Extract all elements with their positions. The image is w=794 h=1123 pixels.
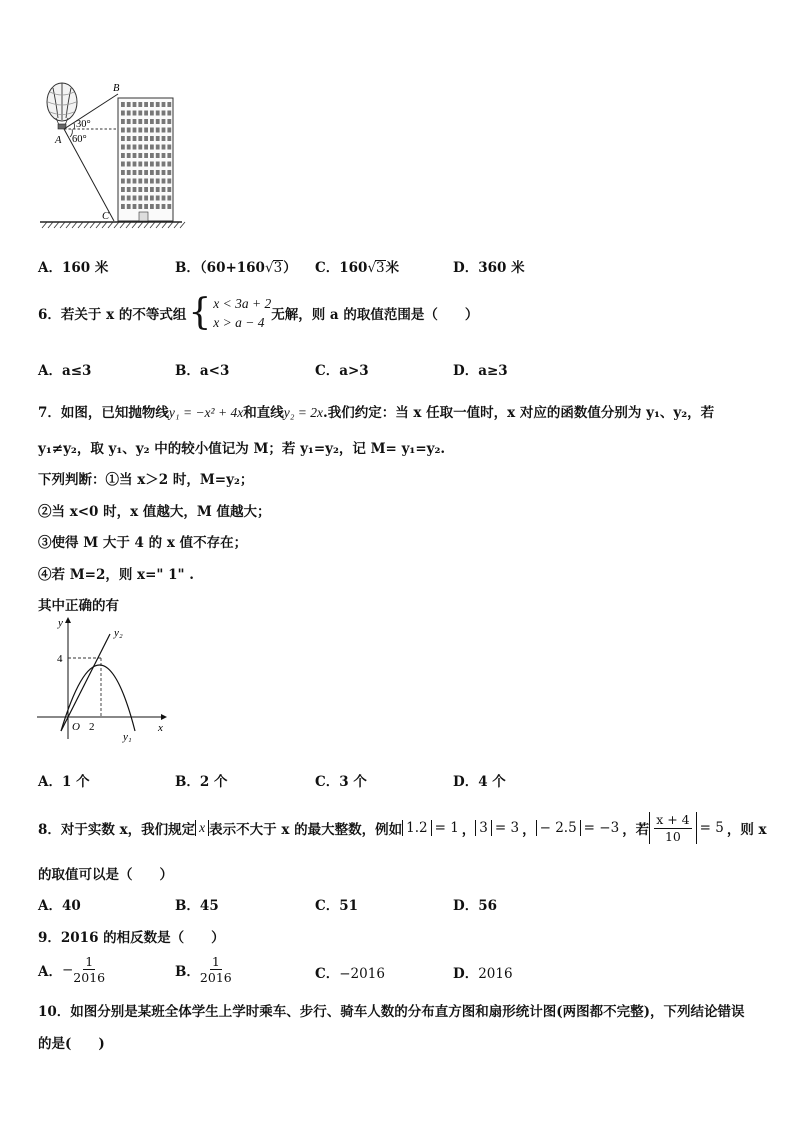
x-axis-label: x xyxy=(158,722,163,734)
inequality-2: x > a − 4 xyxy=(213,315,265,330)
option-letter: C． xyxy=(315,363,340,379)
option-pre: （60+160 xyxy=(199,260,265,276)
option-letter: D． xyxy=(453,966,479,982)
option-letter: B． xyxy=(175,898,200,914)
building-window xyxy=(127,162,131,167)
building-window xyxy=(138,111,142,116)
option-letter: C． xyxy=(315,898,340,914)
ground-hatch xyxy=(78,222,83,228)
option-letter: A． xyxy=(38,774,62,790)
building-window xyxy=(156,111,160,116)
ground-hatch xyxy=(162,222,167,228)
building-window xyxy=(133,162,137,167)
building-window xyxy=(156,128,160,133)
building-window xyxy=(150,128,154,133)
building-window xyxy=(150,204,154,209)
y1-formula: y₁ = −x² + 4x xyxy=(168,405,244,420)
option-value: 45 xyxy=(199,898,219,914)
option-value: 40 xyxy=(61,898,81,914)
example-1-bracket: 1.2 xyxy=(402,820,431,836)
q7-statement-4: ④若 M=2，则 x=" 1" . xyxy=(38,567,194,583)
sqrt-symbol: √ xyxy=(264,260,274,276)
building-window xyxy=(144,170,148,175)
inequality-system xyxy=(213,294,271,332)
ground-hatch xyxy=(168,222,173,228)
option-value: 1 个 xyxy=(61,774,90,790)
building-window xyxy=(133,153,137,158)
option-value: 2016 xyxy=(478,966,513,982)
ground-hatch xyxy=(48,222,53,228)
q7-option-a[interactable] xyxy=(38,770,90,790)
building-window xyxy=(121,162,125,167)
angle-30-label: 30° xyxy=(76,119,91,130)
building-icon xyxy=(118,98,173,221)
building-window xyxy=(138,145,142,150)
building-window xyxy=(121,128,125,133)
q6-option-c[interactable] xyxy=(315,359,369,379)
building-window xyxy=(162,153,166,158)
option-letter: C． xyxy=(315,260,340,276)
q6-option-b[interactable] xyxy=(175,359,229,379)
option-letter: D． xyxy=(453,363,479,379)
building-window xyxy=(144,187,148,192)
building-window xyxy=(138,119,142,124)
building-window xyxy=(144,153,148,158)
building-window xyxy=(150,162,154,167)
building-window xyxy=(133,196,137,201)
building-window xyxy=(150,179,154,184)
option-post: ） xyxy=(283,260,297,276)
q6-stem xyxy=(38,294,478,332)
building-window xyxy=(167,196,171,201)
building-window xyxy=(167,111,171,116)
building-window xyxy=(121,111,125,116)
building-window xyxy=(127,145,131,150)
building-window xyxy=(167,119,171,124)
q5-option-a[interactable] xyxy=(38,256,108,276)
q7-line-2: y₁≠y₂，取 y₁、y₂ 中的较小值记为 M；若 y₁=y₂，记 M= y₁=y₂. xyxy=(38,441,446,457)
building-window xyxy=(127,102,131,107)
q7-option-b[interactable] xyxy=(175,770,228,790)
denominator: 2016 xyxy=(73,970,106,985)
building-window xyxy=(127,170,131,175)
option-letter: D． xyxy=(453,898,479,914)
ground-hatch xyxy=(180,222,185,228)
q8-line-2: 的取值可以是（ ） xyxy=(38,867,173,883)
option-value: 51 xyxy=(339,898,359,914)
building-window xyxy=(156,196,160,201)
building-window xyxy=(150,153,154,158)
building-window xyxy=(127,187,131,192)
building-window xyxy=(156,162,160,167)
numerator: 1 xyxy=(211,954,220,969)
ground-hatch xyxy=(138,222,143,228)
option-value: 4 个 xyxy=(478,774,506,790)
building-window xyxy=(162,136,166,141)
q5-option-b[interactable] xyxy=(175,256,297,276)
q5-option-c[interactable] xyxy=(315,256,399,276)
option-letter: D． xyxy=(453,260,479,276)
ground-hatch xyxy=(150,222,155,228)
building-window xyxy=(162,128,166,133)
building-window xyxy=(144,179,148,184)
building-window xyxy=(133,145,137,150)
q7-correct-prompt: 其中正确的有 xyxy=(38,598,119,614)
building-window xyxy=(150,187,154,192)
inequality-1: x < 3a + 2 xyxy=(213,296,272,311)
option-letter: B． xyxy=(175,963,200,980)
building-window xyxy=(156,170,160,175)
q7-text-b: 和直线 xyxy=(243,405,284,421)
option-pre: 160 xyxy=(339,260,368,276)
building-window xyxy=(133,187,137,192)
building-window xyxy=(138,170,142,175)
building-window xyxy=(150,102,154,107)
point-c-label: C xyxy=(102,211,110,222)
option-value: 56 xyxy=(478,898,498,914)
building-window xyxy=(127,136,131,141)
building-window xyxy=(144,136,148,141)
q7-statement-3: ③使得 M 大于 4 的 x 值不存在； xyxy=(38,535,248,551)
building-window xyxy=(138,204,142,209)
building-window xyxy=(133,102,137,107)
ground-hatch xyxy=(120,222,125,228)
q8-line-1: 8．对于实数 x，我们规定 x 表示不大于 x 的最大整数，例如 1.2 = 1 ， 3 = 3 ， − 2.5 = −3 ，若 $\frac{x + 4}{10}$ = 5 ，则 x xyxy=(38,812,767,844)
option-value: −2016 xyxy=(339,966,385,982)
ground-hatch xyxy=(108,222,113,228)
option-letter: B． xyxy=(175,774,200,790)
option-letter: A． xyxy=(38,363,62,379)
radicand: 3 xyxy=(273,260,283,276)
building-window xyxy=(133,119,137,124)
option-letter: D． xyxy=(453,774,479,790)
ground-hatch xyxy=(102,222,107,228)
building-window xyxy=(167,179,171,184)
y-axis-label: y xyxy=(58,617,63,629)
example-1-value: = 1 xyxy=(434,820,459,837)
building-window xyxy=(167,128,171,133)
building-window xyxy=(167,153,171,158)
building-window xyxy=(156,187,160,192)
q8-option-b[interactable] xyxy=(175,894,219,914)
q10-line-2: 的是( ) xyxy=(38,1036,105,1052)
building-window xyxy=(121,145,125,150)
building-window xyxy=(162,170,166,175)
bracket-x: x xyxy=(195,820,209,836)
ground-hatch xyxy=(144,222,149,228)
inequality-brace: { xyxy=(188,292,212,333)
building-window xyxy=(127,119,131,124)
building-window xyxy=(150,170,154,175)
building-window xyxy=(162,187,166,192)
example-2-bracket: 3 xyxy=(475,820,492,836)
building-window xyxy=(150,119,154,124)
y1-label: y₁ xyxy=(123,731,132,743)
building-window xyxy=(138,179,142,184)
building-window xyxy=(167,162,171,167)
building-window xyxy=(127,111,131,116)
example-3-bracket: − 2.5 xyxy=(536,820,581,836)
condition-numerator: x + 4 xyxy=(656,812,690,827)
option-value: a≥3 xyxy=(478,363,508,379)
building-window xyxy=(162,196,166,201)
building-window xyxy=(167,145,171,150)
building-window xyxy=(121,102,125,107)
building-window xyxy=(133,170,137,175)
option-fraction xyxy=(200,954,232,985)
q6-stem-pre: 6．若关于 x 的不等式组 xyxy=(38,307,187,323)
building-window xyxy=(150,111,154,116)
ground-hatch xyxy=(174,222,179,228)
ground-hatch xyxy=(96,222,101,228)
building-window xyxy=(121,196,125,201)
building-window xyxy=(162,102,166,107)
building-window xyxy=(138,102,142,107)
building-window xyxy=(162,145,166,150)
building-window xyxy=(133,179,137,184)
building-window xyxy=(144,111,148,116)
q7-text-c: .我们约定：当 x 任取一值时，x 对应的函数值分别为 y₁、y₂，若 xyxy=(323,405,715,421)
building-window xyxy=(156,119,160,124)
building-window xyxy=(133,128,137,133)
example-2-value: = 3 xyxy=(494,820,520,837)
building-window xyxy=(133,111,137,116)
q7-line-1 xyxy=(38,401,714,421)
building-window xyxy=(121,153,125,158)
ground-hatch xyxy=(90,222,95,228)
ground-hatch xyxy=(42,222,47,228)
option-letter: B． xyxy=(175,363,200,379)
q9-option-c[interactable] xyxy=(315,962,385,982)
building-window xyxy=(121,136,125,141)
building-window xyxy=(121,204,125,209)
ground-hatch xyxy=(114,222,119,228)
building-window xyxy=(127,204,131,209)
building-window xyxy=(121,119,125,124)
building-window xyxy=(144,102,148,107)
q7-statement-2: ②当 x<0 时，x 值越大，M 值越大； xyxy=(38,504,271,520)
tick-4-label: 4 xyxy=(57,653,63,665)
ground-hatch xyxy=(54,222,59,228)
building-window xyxy=(162,162,166,167)
option-value: a≤3 xyxy=(61,363,92,379)
building-window xyxy=(144,204,148,209)
building-window xyxy=(167,102,171,107)
q8-option-c[interactable] xyxy=(315,894,358,914)
q8-option-a[interactable] xyxy=(38,894,81,914)
building-window xyxy=(162,179,166,184)
building-window xyxy=(162,119,166,124)
building-window xyxy=(144,119,148,124)
building-window xyxy=(138,196,142,201)
option-letter: A． xyxy=(38,898,62,914)
building-window xyxy=(156,145,160,150)
ground-hatch xyxy=(84,222,89,228)
tick-2-label: 2 xyxy=(89,721,95,733)
option-fraction xyxy=(73,954,105,985)
y2-formula: y₂ = 2x xyxy=(283,405,323,420)
option-value: 2 个 xyxy=(199,774,228,790)
ground-hatch xyxy=(72,222,77,228)
building-window xyxy=(127,153,131,158)
q7-option-c[interactable] xyxy=(315,770,367,790)
option-letter: C． xyxy=(315,774,340,790)
example-3-value: = −3 xyxy=(583,820,620,837)
building-window xyxy=(138,162,142,167)
building-window xyxy=(127,196,131,201)
angle-60-label: 60° xyxy=(72,134,87,145)
building-window xyxy=(150,196,154,201)
q7-graph xyxy=(34,614,174,744)
q5-option-d[interactable] xyxy=(453,256,525,276)
q6-stem-post: 无解，则 a 的取值范围是（ ） xyxy=(271,307,479,323)
numerator: 1 xyxy=(85,954,94,969)
point-b-label: B xyxy=(113,83,120,94)
option-value: a<3 xyxy=(199,363,230,379)
building-window xyxy=(150,145,154,150)
building-window xyxy=(156,179,160,184)
q8-mid: 表示不大于 x 的最大整数，例如 xyxy=(209,822,403,839)
option-letter: A． xyxy=(38,963,62,980)
denominator: 2016 xyxy=(199,970,232,985)
option-value: 360 米 xyxy=(478,260,525,276)
building-window xyxy=(156,136,160,141)
hot-air-balloon-icon xyxy=(47,83,77,129)
q7-option-d[interactable] xyxy=(453,770,506,790)
building-window xyxy=(127,128,131,133)
ground-hatch xyxy=(60,222,65,228)
building-window xyxy=(156,153,160,158)
option-value: a>3 xyxy=(339,363,369,379)
q7-text-a: 7．如图，已知抛物线 xyxy=(38,405,169,421)
q8-cond-pre: ，若 xyxy=(622,822,650,839)
building-window xyxy=(162,204,166,209)
q7-judge-label: 下列判断： xyxy=(38,472,106,488)
q7-judge xyxy=(38,468,253,488)
origin-label: O xyxy=(72,721,80,733)
building-window xyxy=(133,204,137,209)
building-window xyxy=(156,102,160,107)
building-window xyxy=(144,162,148,167)
building-window xyxy=(144,196,148,201)
building-window xyxy=(127,179,131,184)
building-window xyxy=(167,204,171,209)
balloon-building-figure xyxy=(36,80,186,230)
q9-stem: 9．2016 的相反数是（ ） xyxy=(38,930,225,946)
q6-option-a[interactable] xyxy=(38,359,91,379)
option-sign: − xyxy=(61,961,74,978)
ground-hatch xyxy=(126,222,131,228)
building-window xyxy=(138,187,142,192)
q8-pre: 8．对于实数 x，我们规定 xyxy=(38,822,196,839)
building-window xyxy=(167,170,171,175)
building-window xyxy=(144,145,148,150)
q9-option-b[interactable] xyxy=(175,954,232,985)
y2-label: y₂ xyxy=(114,627,123,639)
building-window xyxy=(156,204,160,209)
point-a-label: A xyxy=(55,135,62,146)
q8-option-d[interactable] xyxy=(453,894,497,914)
ground-hatch xyxy=(66,222,71,228)
option-letter: A． xyxy=(38,260,62,276)
building-window xyxy=(167,136,171,141)
q8-post: ，则 x xyxy=(726,822,767,839)
condition-bracket xyxy=(649,812,696,844)
option-value: 3 个 xyxy=(339,774,367,790)
sqrt-symbol: √ xyxy=(367,260,377,276)
ground-hatch xyxy=(156,222,161,228)
option-letter: B． xyxy=(175,260,200,276)
option-letter: C． xyxy=(315,966,340,982)
q9-option-a[interactable] xyxy=(38,954,105,985)
building-window xyxy=(150,136,154,141)
q6-option-d[interactable] xyxy=(453,359,508,379)
building-window xyxy=(138,153,142,158)
building-window xyxy=(144,128,148,133)
building-window xyxy=(138,136,142,141)
building-window xyxy=(121,170,125,175)
q7-statement-1: ①当 x＞2 时，M=y₂； xyxy=(105,472,254,488)
condition-value: = 5 xyxy=(699,820,724,837)
option-value: 160 米 xyxy=(61,260,109,276)
building-window xyxy=(138,128,142,133)
building-window xyxy=(121,179,125,184)
building-window xyxy=(133,136,137,141)
q9-option-d[interactable] xyxy=(453,962,513,982)
ground-hatch xyxy=(132,222,137,228)
q10-line-1: 10．如图分别是某班全体学生上学时乘车、步行、骑车人数的分布直方图和扇形统计图(两图都不完整)，下列结论错误 xyxy=(38,1004,745,1020)
option-post: 米 xyxy=(385,260,400,276)
building-window xyxy=(167,187,171,192)
building-window xyxy=(162,111,166,116)
radicand: 3 xyxy=(376,260,385,276)
building-window xyxy=(121,187,125,192)
condition-denominator: 10 xyxy=(664,828,681,844)
